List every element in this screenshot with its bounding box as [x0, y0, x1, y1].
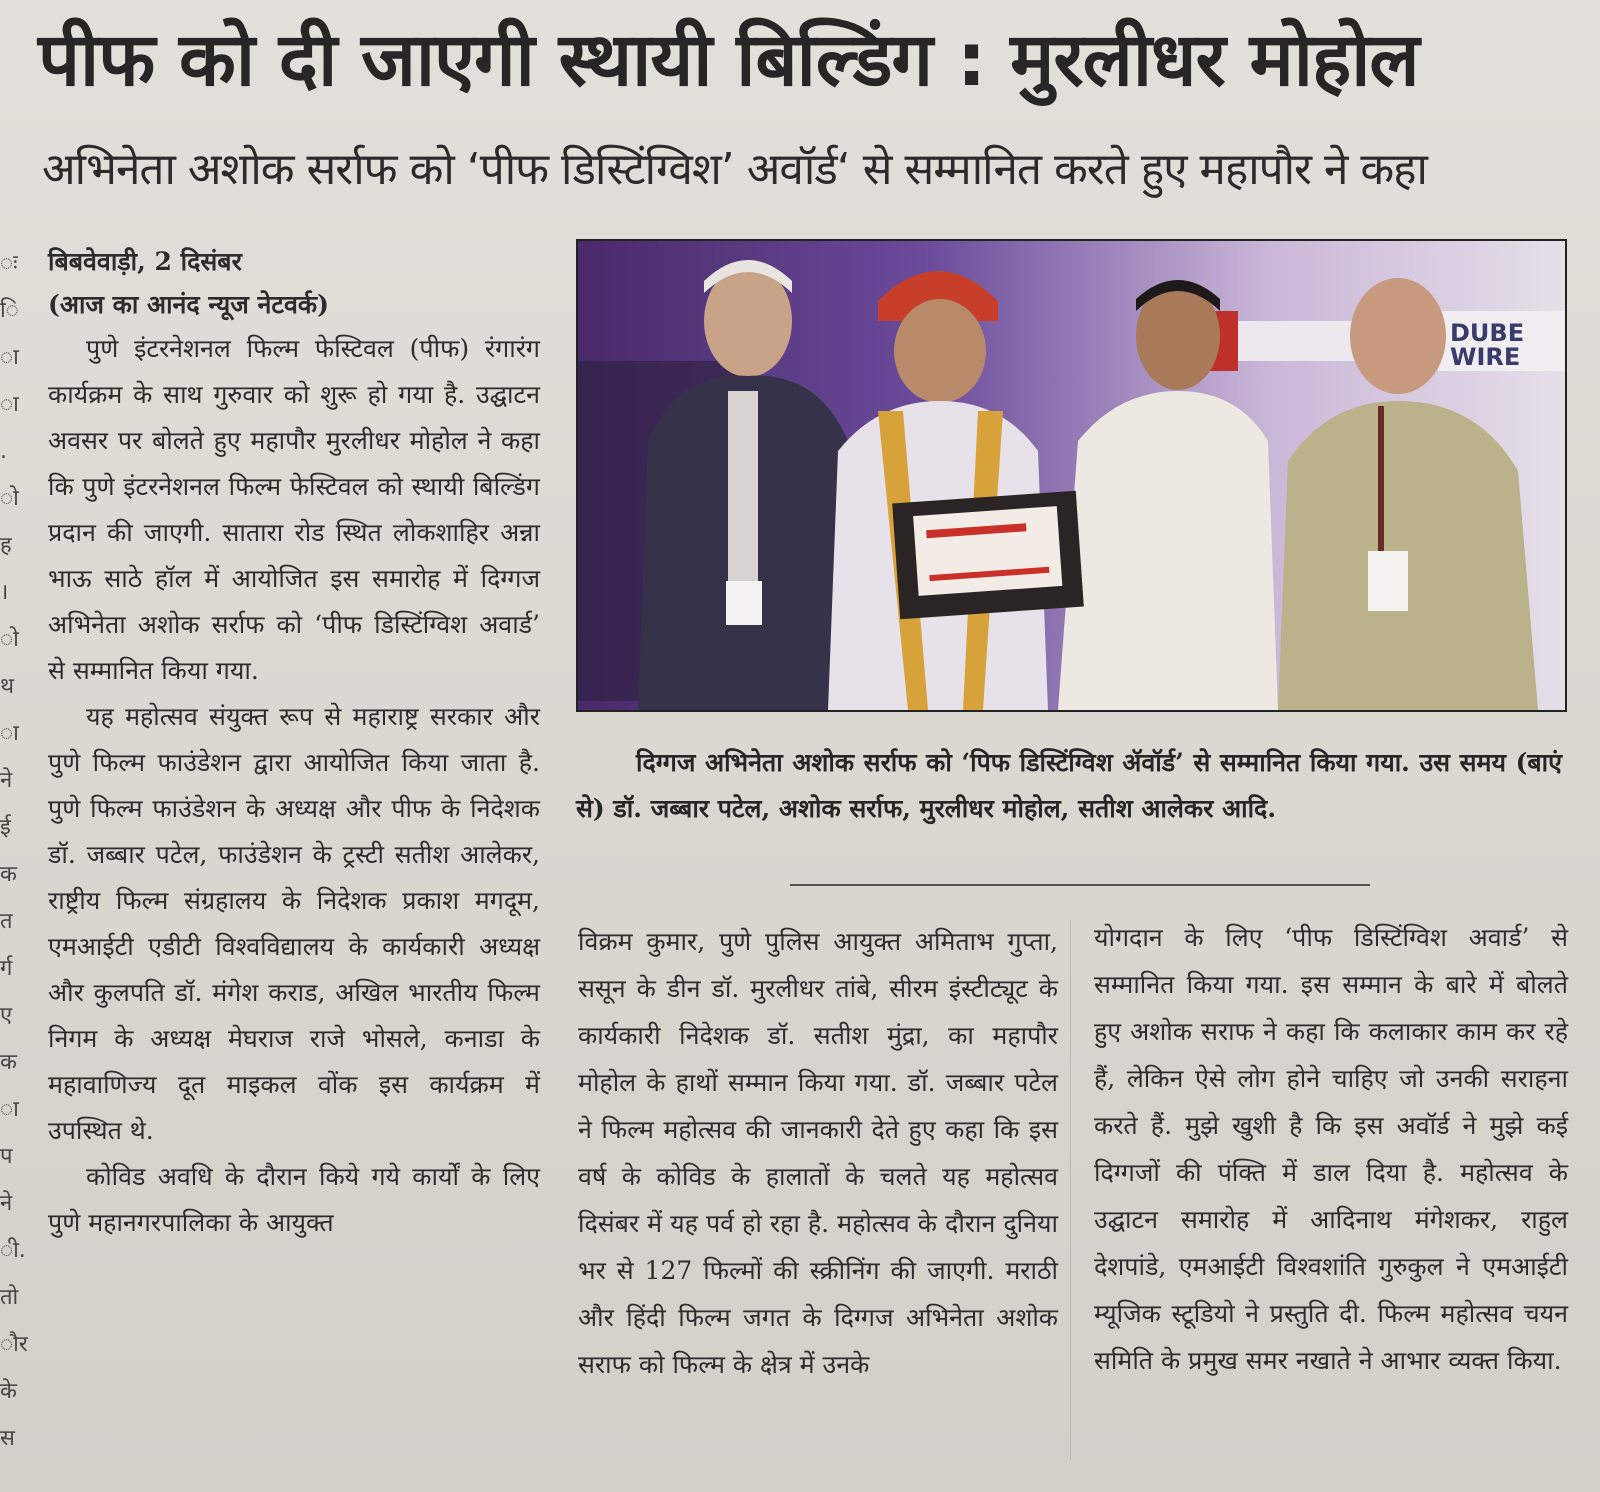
edge-letter: ई: [0, 815, 11, 840]
sponsor-logo-text: DUBE: [1450, 319, 1525, 347]
edge-letter: क: [0, 1050, 17, 1075]
article-left-column: [48, 240, 540, 1246]
news-agency-credit: (आज का आनंद न्यूज नेटवर्क): [48, 290, 329, 319]
edge-letter: स: [0, 1426, 15, 1451]
adjacent-column-edge: [0, 240, 26, 1462]
column-gutter: [1070, 920, 1071, 1460]
edge-letter: ा: [0, 345, 19, 370]
edge-letter: ौर: [0, 1332, 28, 1357]
edge-letter: तो: [0, 1285, 19, 1310]
edge-letter: ए: [0, 1003, 13, 1028]
edge-letter: ः: [0, 251, 18, 276]
edge-letter: ने: [0, 1191, 13, 1216]
edge-letter: ि: [0, 298, 19, 323]
section-divider: [790, 884, 1370, 886]
edge-letter: ह: [0, 533, 12, 558]
edge-letter: ी.: [0, 1238, 26, 1263]
edge-letter: .: [0, 439, 7, 464]
article-paragraph: पुणे इंटरनेशनल फिल्म फेस्टिवल (पीफ) रंगारंग कार्यक्रम के साथ गुरुवार को शुरू हो गया है. उद्घाटन अवसर पर बोलते हुए महापौर मुरलीधर मोहोल ने कहा कि पुणे इंटरनेशनल फिल्म फेस्टिवल को स्थायी बिल्डिंग प्रदान की जाएगी. सातारा रोड स्थित लोकशाहिर अन्ना भाऊ साठे हॉल में आयोजित इस समारोह में दिग्गज अभिनेता अशोक सर्राफ को ‘पीफ डिस्टिंग्विश अवार्ड’ से सम्मानित किया गया.: [48, 334, 540, 685]
article-middle-column: विक्रम कुमार, पुणे पुलिस आयुक्त अमिताभ गुप्ता, ससून के डीन डॉ. मुरलीधर तांबे, सीरम इंस्टीट्यूट के कार्यकारी निदेशक डॉ. सतीश मुंद्रा, का महापौर मोहोल के हाथों सम्मान किया गया. डॉ. जब्बार पटेल ने फिल्म महोत्सव की जानकारी देते हुए कहा कि इस वर्ष के कोविड के हालातों के चलते यह महोत्सव दिसंबर में यह पर्व हो रहा है. महोत्सव के दौरान दुनिया भर से 127 फिल्मों की स्क्रीनिंग की जाएगी. मराठी और हिंदी फिल्म जगत के दिग्गज अभिनेता अशोक सराफ को फिल्म के क्षेत्र में उनके: [578, 927, 1058, 1379]
article-paragraph: यह महोत्सव संयुक्त रूप से महाराष्ट्र सरकार और पुणे फिल्म फाउंडेशन द्वारा आयोजित किया जाता है. पुणे फिल्म फाउंडेशन के अध्यक्ष और पीफ के निदेशक डॉ. जब्बार पटेल, फाउंडेशन के ट्रस्टी सतीश आलेकर, राष्ट्रीय फिल्म संग्रहालय के निदेशक प्रकाश मगदूम, एमआईटी एडीटी विश्वविद्यालय के कार्यकारी अध्यक्ष और कुलपति डॉ. मंगेश कराड, अखिल भारतीय फिल्म निगम के अध्यक्ष मेघराज राजे भोसले, कनाडा के महावाणिज्य दूत माइकल वोंक इस कार्यक्रम में उपस्थित थे.: [48, 702, 540, 1145]
dateline: बिबवेवाड़ी, 2 दिसंबर: [48, 247, 242, 276]
edge-letter: ा: [0, 721, 19, 746]
edge-letter: त: [0, 909, 13, 934]
headline: पीफ को दी जाएगी स्थायी बिल्डिंग : मुरलीधर मोहोल: [38, 17, 1419, 103]
event-photo: [576, 239, 1567, 712]
edge-letter: प: [0, 1144, 13, 1169]
photo-caption: दिग्गज अभिनेता अशोक सर्राफ को ‘पिफ डिस्टिंग्विश ॲवॉर्ड’ से सम्मानित किया गया. उस समय (बाएं से) डॉ. जब्बार पटेल, अशोक सर्राफ, मुरलीधर मोहोल, सतीश आलेकर आदि.: [576, 748, 1562, 823]
edge-letter: के: [0, 1379, 17, 1404]
edge-letter: ो: [0, 627, 19, 652]
subheadline: अभिनेता अशोक सर्राफ को ‘पीफ डिस्टिंग्विश’ अवॉर्ड‘ से सम्मानित करते हुए महापौर ने कहा: [42, 144, 1427, 195]
sponsor-logo-text: WIRE: [1450, 343, 1521, 371]
article-paragraph: कोविड अवधि के दौरान किये गये कार्यों के लिए पुणे महानगरपालिका के आयुक्त: [48, 1162, 540, 1237]
edge-letter: ने: [0, 768, 13, 793]
article-right-column: योगदान के लिए ‘पीफ डिस्टिंग्विश अवार्ड’ से सम्मानित किया गया. इस सम्मान के बारे में बोलते हुए अशोक सराफ ने कहा कि कलाकार काम कर रहे हैं, लेकिन ऐसे लोग होने चाहिए जो उनकी सराहना करते हैं. मुझे खुशी है कि इस अवॉर्ड ने मुझे कई दिग्गजों की पंक्ति में डाल दिया है. महोत्सव के उद्घाटन समारोह में आदिनाथ मंगेशकर, राहुल देशपांडे, एमआईटी विश्वशांति गुरुकुल ने एमआईटी म्यूजिक स्टूडियो ने प्रस्तुति दी. फिल्म महोत्सव चयन समिति के प्रमुख समर नखाते ने आभार व्यक्त किया.: [1094, 923, 1568, 1375]
edge-letter: ो: [0, 486, 19, 511]
edge-letter: र्ग: [0, 956, 13, 981]
award-ceremony-photo: [578, 241, 1565, 710]
edge-letter: क: [0, 862, 17, 887]
award-plaque: [892, 491, 1084, 620]
edge-letter: ा: [0, 392, 19, 417]
edge-letter: ा: [0, 1097, 19, 1122]
edge-letter: थ: [0, 674, 15, 699]
edge-letter: ।: [0, 580, 9, 605]
